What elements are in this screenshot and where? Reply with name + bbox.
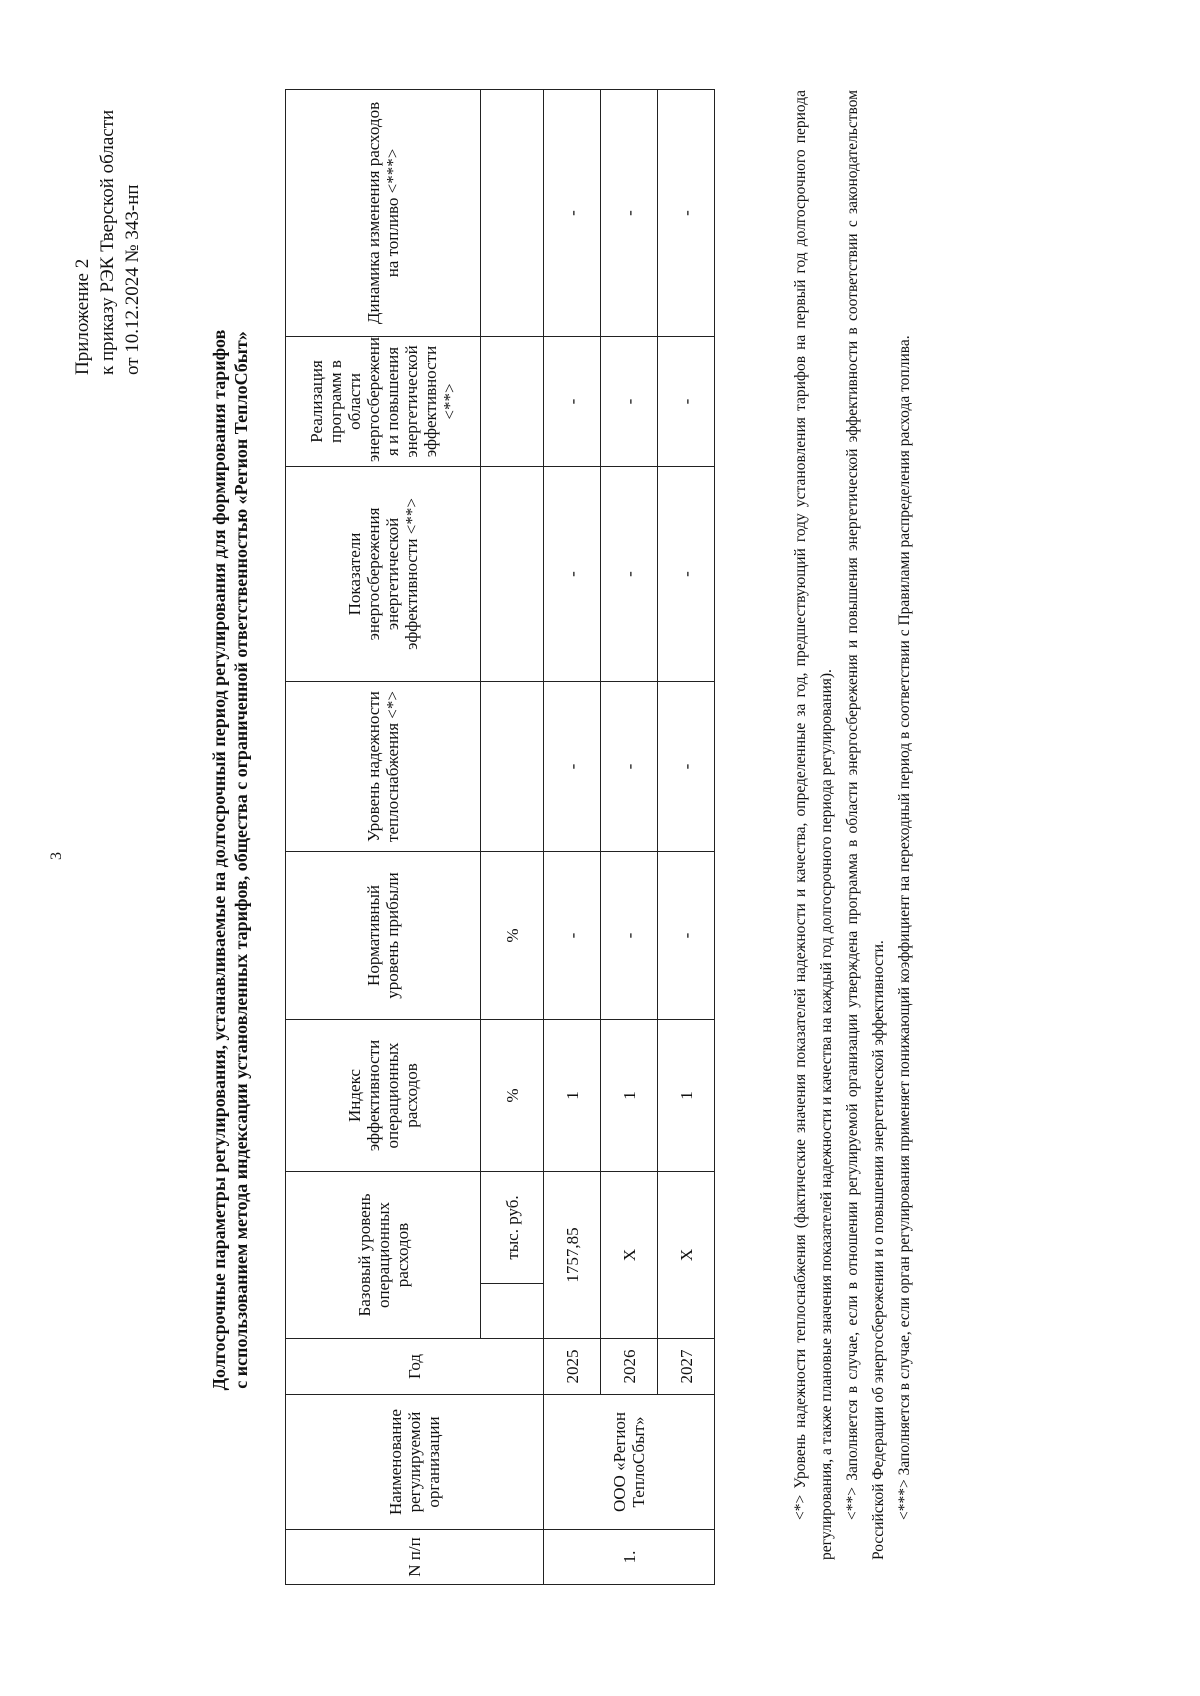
units-spacer xyxy=(481,1284,544,1339)
cell-fuel: - xyxy=(544,89,601,336)
units-empty xyxy=(481,336,544,466)
row-number: 1. xyxy=(544,1530,715,1585)
header-year: Год xyxy=(286,1339,544,1395)
table-row xyxy=(544,89,601,1584)
cell-programs: - xyxy=(601,336,658,466)
cell-profit: - xyxy=(658,851,715,1019)
cell-profit: - xyxy=(601,851,658,1019)
units-empty xyxy=(481,681,544,851)
footnote-3: <***> Заполняется в случае, если орган регулирования применяет понижающий коэффициент на переходный период в соответствии с Правилами распределения расхода топлива. xyxy=(896,335,913,1520)
footnote-1: <*> Уровень надежности теплоснабжения (фактические значения показателей надежности и качества, определенные за год, предшествующий году установления тарифов на первый год долгосрочного периода регулирования, а также плановые значения показателей надежности и качества на каждый год долгосрочного периода регулирования). xyxy=(792,90,835,1560)
cell-programs: - xyxy=(658,336,715,466)
cell-fuel: - xyxy=(601,89,658,336)
table-row xyxy=(601,89,658,1584)
cell-programs: - xyxy=(544,336,601,466)
cell-index: 1 xyxy=(658,1019,715,1171)
appendix-line-3: от 10.12.2024 № 343-нп xyxy=(122,184,143,375)
appendix-line-1: Приложение 2 xyxy=(72,258,93,375)
units-profit: % xyxy=(481,851,544,1019)
parameters-table xyxy=(285,89,715,1585)
document-title xyxy=(208,160,252,1560)
footnotes xyxy=(788,90,918,1560)
cell-reliability: - xyxy=(544,681,601,851)
cell-index: 1 xyxy=(544,1019,601,1171)
header-profit: Нормативный уровень прибыли xyxy=(286,851,481,1019)
header-row xyxy=(286,89,481,1584)
cell-base: 1757,85 xyxy=(544,1171,601,1338)
cell-reliability: - xyxy=(601,681,658,851)
rotated-landscape-page xyxy=(20,60,1150,1660)
units-empty xyxy=(481,466,544,681)
units-empty xyxy=(481,89,544,336)
title-line-1: Долгосрочные параметры регулирования, устанавливаемые на долгосрочный период регулирования для формирования тарифов xyxy=(209,329,229,1391)
page-number: 3 xyxy=(48,852,65,860)
org-name: ООО «Регион ТеплоСбыт» xyxy=(544,1395,715,1530)
header-energy-indicators: Показатели энергосбережения энергетической эффективности <**> xyxy=(286,466,481,681)
cell-index: 1 xyxy=(601,1019,658,1171)
appendix-line-2: к приказу РЭК Тверской области xyxy=(97,109,118,375)
cell-fuel: - xyxy=(658,89,715,336)
table-row xyxy=(658,89,715,1584)
cell-reliability: - xyxy=(658,681,715,851)
cell-year: 2026 xyxy=(601,1339,658,1395)
units-index: % xyxy=(481,1019,544,1171)
cell-base: X xyxy=(601,1171,658,1338)
cell-profit: - xyxy=(544,851,601,1019)
header-org: Наименование регулируемой организации xyxy=(286,1395,544,1530)
header-programs: Реализация программ в области энергосбережени я и повышения энергетической эффективности <**> xyxy=(286,336,481,466)
header-base: Базовый уровень операционных расходов xyxy=(286,1171,481,1338)
header-num: N п/п xyxy=(286,1530,544,1585)
cell-year: 2027 xyxy=(658,1339,715,1395)
cell-base: X xyxy=(658,1171,715,1338)
header-fuel: Динамика изменения расходов на топливо <***> xyxy=(286,89,481,336)
cell-energy: - xyxy=(658,466,715,681)
cell-year: 2025 xyxy=(544,1339,601,1395)
header-index: Индекс эффективности операционных расходов xyxy=(286,1019,481,1171)
units-base: тыс. руб. xyxy=(481,1171,544,1283)
title-line-2: с использованием метода индексации установленных тарифов, общества с ограниченной ответственностью «Регион ТеплоСбыт» xyxy=(231,331,251,1389)
cell-energy: - xyxy=(544,466,601,681)
header-reliability: Уровень надежности теплоснабжения <*> xyxy=(286,681,481,851)
cell-energy: - xyxy=(601,466,658,681)
appendix-reference xyxy=(70,75,145,375)
footnote-2: <**> Заполняется в случае, если в отношении регулируемой организации утверждена программа в области энергосбережения и повышения энергетической эффективности в соответствии с законодательством Российской Федерации об энергосбережении и о повышении энергетической эффективности. xyxy=(844,90,887,1560)
